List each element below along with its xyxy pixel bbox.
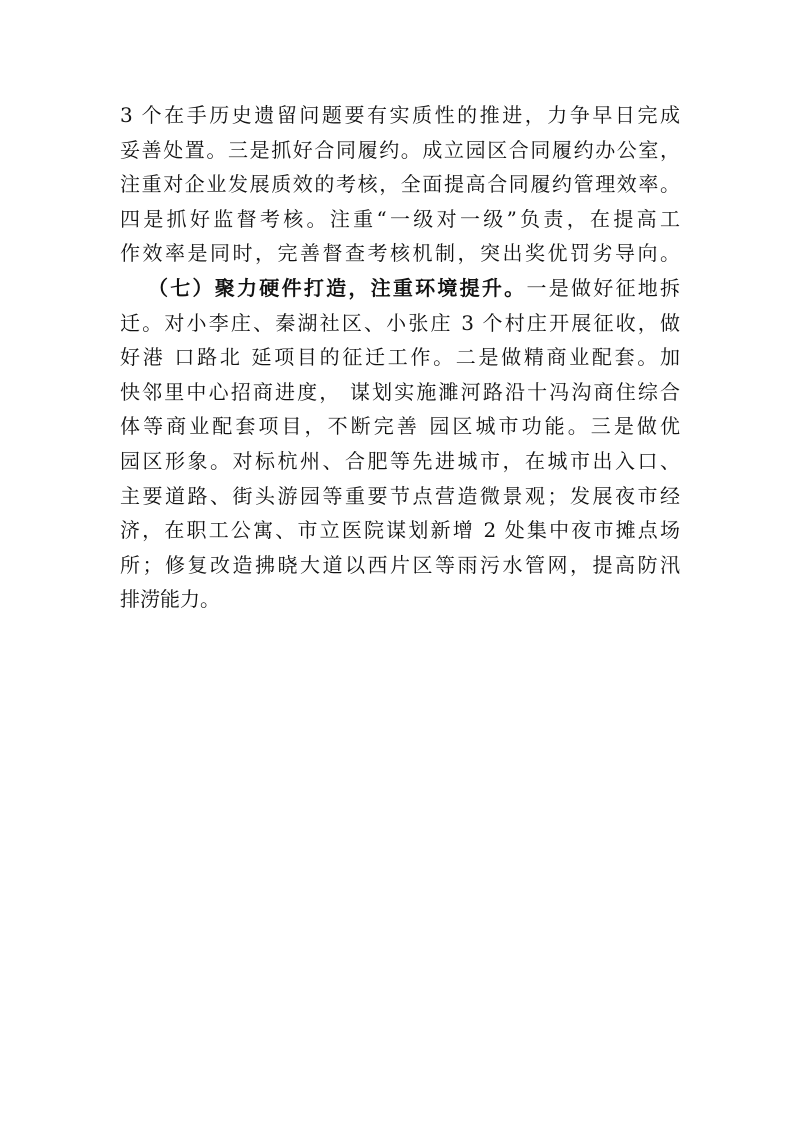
document-body bbox=[120, 98, 680, 617]
text-line: 园区形象。对标杭州、合肥等先进城市，在城市出入口、 bbox=[120, 448, 680, 473]
text-line: 所；修复改造拂晓大道以西片区等雨污水管网，提高防汛 bbox=[120, 552, 680, 577]
paragraph bbox=[120, 271, 680, 617]
text-line: 体等商业配套项目，不断完善 园区城市功能。三是做优 bbox=[120, 414, 680, 439]
text-line: 作效率是同时，完善督查考核机制，突出奖优罚劣导向。 bbox=[120, 241, 680, 266]
text-line: 注重对企业发展质效的考核，全面提高合同履约管理效率。 bbox=[120, 172, 680, 197]
paragraph bbox=[120, 98, 680, 271]
text-line: 济，在职工公寓、市立医院谋划新增 2 处集中夜市摊点场 bbox=[120, 518, 680, 543]
text-line: 妥善处置。三是抓好合同履约。成立园区合同履约办公室， bbox=[120, 137, 680, 162]
text-line: 快邻里中心招商进度， 谋划实施濉河路沿十冯沟商住综合 bbox=[120, 379, 680, 404]
text-line: 排涝能力。 bbox=[120, 587, 220, 612]
text-line: 四是抓好监督考核。注重“一级对一级”负责，在提高工 bbox=[120, 206, 680, 231]
text-line: 好港 口路北 延项目的征迁工作。二是做精商业配套。加 bbox=[120, 345, 680, 370]
text-line: 主要道路、街头游园等重要节点营造微景观；发展夜市经 bbox=[120, 483, 680, 508]
text-line: 3 个在手历史遗留问题要有实质性的推进，力争早日完成 bbox=[120, 103, 680, 127]
text-run: 一是做好征地拆 bbox=[526, 275, 680, 300]
text-line: 迁。对小李庄、秦湖社区、小张庄 3 个村庄开展征收，做 bbox=[120, 310, 680, 335]
section-heading: （七）聚力硬件打造，注重环境提升。 bbox=[148, 275, 527, 300]
text-line bbox=[120, 271, 680, 306]
